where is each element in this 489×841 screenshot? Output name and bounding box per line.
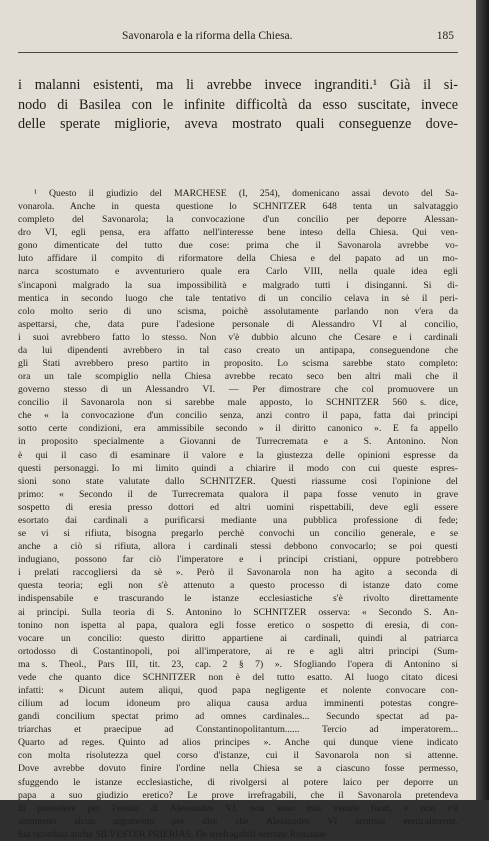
running-title: Savonarola e la riforma della Chiesa.	[122, 30, 293, 42]
footnote-line: da lui dipendenti avrebbero in tal caso creato un antipapa, conseguendone che	[18, 344, 458, 356]
footnote-line: concilio il Savonarola non si sarebbe male apposto, lo SCHNITZER 560 s. dice,	[18, 397, 458, 409]
footnote-line: cilium ad locum idoneum pro aliqua causa ardua imminenti potestas congre-	[18, 698, 458, 710]
footnote-line: dro VI, egli pensa, era affatto nell'interesse bene inteso della Chiesa. Qui ven-	[18, 227, 458, 239]
footnote-line: gandi concilium spectat primo ad omnes cardinales... Secundo spectat ad pa-	[18, 711, 458, 723]
footnote-line: completo del Savonarola; la convocazione d'un concilio per deporre Alessan-	[18, 214, 458, 226]
footnote-line: ora un tale scompiglio nella Chiesa avrebbe recato seco ben altri mali che il	[18, 371, 458, 383]
footnote-line: indugiano, possono far ciò l'imperatore e i principi cristiani, oppure potrebbero	[18, 554, 458, 566]
footnote-line: colo molto serio di uno scisma, poichè assolutamente parlando non v'era da	[18, 305, 458, 317]
footnote-line: ai principi. Sulla teoria di S. Antonino lo SCHNITZER osserva: « Secondo S. An-	[18, 606, 458, 618]
footnote-line: indispensabile e trascurando le istanze ecclesiastiche s'è rivolto direttamente	[18, 593, 458, 605]
footnote-line: gono dimenticate del tutto due cose: prima che il Savonarola avrebbe vo-	[18, 240, 458, 252]
footnote-line: ortodosso di Costantinopoli, poi all'imperatore, ai re e agli altri principi (Sum-	[18, 645, 458, 657]
footnote-line: nemmeno alcun argomento per dire che Alessandro VI sentisse ereticalmente.	[18, 815, 458, 827]
footnote-line: è qui il caso di esaminare il valore e la giustezza delle opinioni espresse da	[18, 449, 458, 461]
body-text-line: delle sperate migliorie, aveva mostrato quali conseguenze dove-	[18, 116, 458, 132]
footnote-line: primo: « Secondo il de Turrecremata qualora il papa fosse venuto in grave	[18, 488, 458, 500]
footnote-line: mentica in secondo luogo che tale tentativo di un concilio celava in sè il peri-	[18, 292, 458, 304]
main-text	[18, 76, 458, 135]
header-rule	[18, 52, 458, 53]
footnote-line: Quarto ad reges. Quinto ad alios principes ». Anche qui dunque viene indicato	[18, 737, 458, 749]
footnote-line: di possedere per l'eresia di Alessandro VI, non sono mai venute fuori, e non v'è	[18, 802, 458, 814]
footnote-line: i suoi avrebbero fatto lo stesso. Non v'è dubbio alcuno che Cesare e i cardinali	[18, 331, 458, 343]
footnote-line: sfuggendo le istanze ecclesiastiche, di rivolgersi al potere laico per deporre un	[18, 776, 458, 788]
footnote-line: triarchas et praecipue ad Constantinopolitantum...... Tercio ad imperatorem...	[18, 724, 458, 736]
running-header	[18, 30, 458, 46]
body-text-line: nodo di Basilea con le infinite difficoltà da esso suscitate, invece	[18, 96, 458, 113]
footnote-line: governo stesso di un Alessandro VI. — Per dimostrare che col promuovere un	[18, 384, 458, 396]
footnote-line: gli Stati avrebbero preso partito in proposito. Lo scisma sarebbe stato completo:	[18, 358, 458, 370]
footnote-line: ¹ Questo il giudizio del MARCHESE (I, 254), domenicano assai devoto del Sa-	[34, 188, 458, 199]
page-number: 185	[436, 30, 454, 42]
footnote-line: in proposito specialmente a Giovanni de Turrecremata e a S. Antonino. Non	[18, 436, 458, 448]
footnote-line: questa teoria; egli non s'è attenuto a questo processo di istanze dato come	[18, 580, 458, 592]
body-text-line: i malanni esistenti, ma li avrebbe invece ingranditi.¹ Già il si-	[18, 77, 458, 93]
footnote-line: s'incaponì malgrado la sua impossibilità e malgrado tutti i disinganni. Si di-	[18, 279, 458, 291]
footnote-line: ma s. Theol., Pars III, tit. 23, cap. 2 § 7) ». Sfogliando l'opera di Antonino si	[18, 658, 458, 670]
footnote-block	[18, 187, 458, 841]
footnote-line: Dove avrebbe dovuto finire l'ordine nella Chiesa se a ciascuno fosse permesso,	[18, 763, 458, 775]
footnote-line: se vi si rifiuta, bisogna pregarlo perchè convochi un concilio generale, e se	[18, 528, 458, 540]
footnote-line: con molta risolutezza quel corso d'istanze, cui il Savonarola non si attenne.	[18, 750, 458, 762]
footnote-line: aspettarsi, che, data pure l'adesione personale di Alessandro VI al concilio,	[18, 318, 458, 330]
footnote-line: infatti: « Dicunt autem aliqui, quod papa negligente et nolente convocare con-	[18, 684, 458, 696]
footnote-line: vede che quanto dice SCHNITZER non è del tutto esatto. Al luogo citato dicesi	[18, 671, 458, 683]
footnote-line: sotto certe condizioni, era ammissibile secondo » il diritto canonico ». E fa appello	[18, 423, 458, 435]
footnote-line: anche a ciò si rifiuta, allora i cardinali stessi debbono convocarlo; se poi questi	[18, 541, 458, 553]
footnote-line: tonino non ispetta al papa, qualora egli fosse eretico o sospetto di eresia, di con-	[18, 619, 458, 631]
footnote-line: vocare un concilio: questo diritto appartiene ai cardinali, quindi al patriarca	[18, 632, 458, 644]
footnote-line: esortato dai cardinali a purificarsi mediante una pubblica professione di fede;	[18, 514, 458, 526]
footnote-line: sospetto di eresia presso dottori ed altri uomini rispettabili, deve egli essere	[18, 501, 458, 513]
footnote-line: che « la convocazione d'un concilio senza, anzi contro il papa, fatta dai principi	[18, 410, 458, 422]
footnote-line: i prelati raccogliersi da sè ». Però il Savonarola non ha agito a seconda di	[18, 567, 458, 579]
page-edge-shadow	[476, 0, 489, 800]
footnote-line: vonarola. Anche in questa questione lo SCHNITZER 648 tenta un salvataggio	[18, 201, 458, 213]
footnote-line: papa a suo giudizio eretico? Le prove irrefragabili, che il Savonarola pretendeva	[18, 789, 458, 801]
footnote-line: sioni sono state valutate dallo SCHNITZER. Questi riassume così l'opinione del	[18, 475, 458, 487]
footnote-line: Sia ricordato anche SILVESTER PRIERIAS, De irrefragabili veritate Romanae	[18, 828, 327, 840]
footnote-line: questi personaggi. Io mi limito quindi a chiarire il modo con cui queste espres-	[18, 462, 458, 474]
footnote-line: luto affidare il compito di riformatore della Chiesa e del papato ad un mo-	[18, 253, 458, 265]
footnote-line: narca scostumato e avventuriero quale era Carlo VIII, nella quale idea egli	[18, 266, 458, 278]
